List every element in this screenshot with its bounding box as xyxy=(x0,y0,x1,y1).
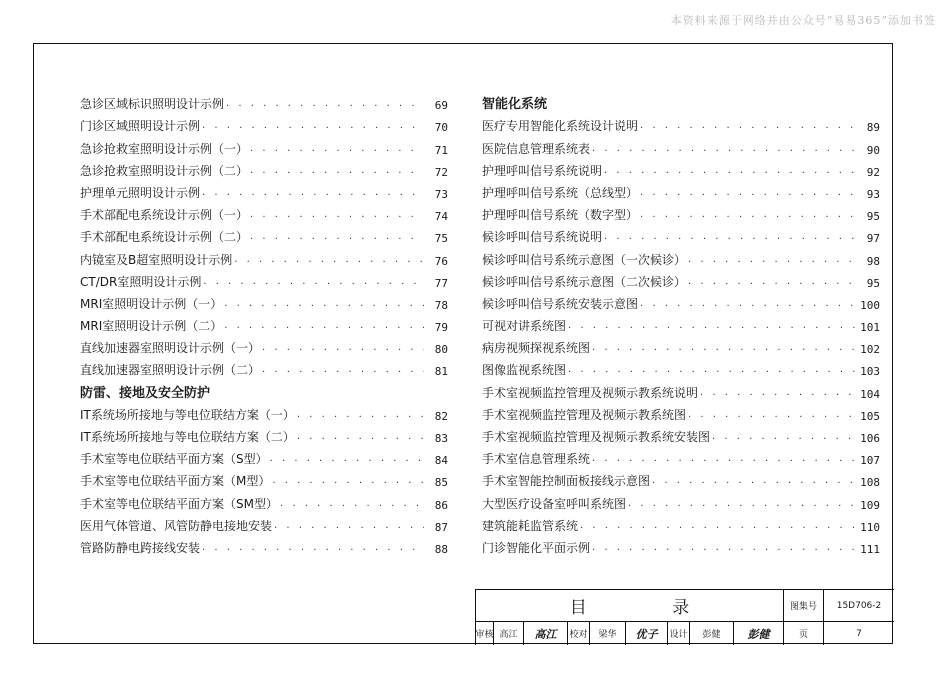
toc-leader-dots xyxy=(628,501,856,512)
toc-entry[interactable] xyxy=(80,157,448,179)
toc-entry-title: 手术室视频监控管理及视频示教系统说明 xyxy=(482,385,699,400)
toc-entry-page: 85 xyxy=(434,476,448,490)
toc-entry-page: 111 xyxy=(860,542,880,556)
toc-entry-page: 89 xyxy=(866,121,880,135)
toc-leader-dots xyxy=(688,257,856,268)
toc-entry-page: 98 xyxy=(866,254,880,268)
toc-entry-title: IT系统场所接地与等电位联结方案（二） xyxy=(80,430,295,444)
toc-entry-title: MRI室照明设计示例（一） xyxy=(80,296,223,311)
toc-leader-dots xyxy=(297,434,424,445)
toc-entry-page: 78 xyxy=(434,298,448,312)
toc-leader-dots xyxy=(688,279,856,290)
toc-entry-title: 门诊区域照明设计示例 xyxy=(80,119,201,134)
toc-entry-page: 86 xyxy=(434,498,448,512)
toc-entry-title: 手术部配电系统设计示例（一） xyxy=(80,208,249,223)
design-label: 设计 xyxy=(668,622,690,645)
toc-entry-title: CT/DR室照明设计示例 xyxy=(80,274,202,289)
toc-entry[interactable] xyxy=(482,179,880,201)
toc-entry-title: 管路防静电跨接线安装 xyxy=(80,540,201,555)
toc-leader-dots xyxy=(224,323,424,334)
toc-entry-title: 门诊智能化平面示例 xyxy=(482,540,591,555)
page-label: 页 xyxy=(784,622,824,645)
toc-leader-dots xyxy=(712,434,856,445)
toc-entry[interactable] xyxy=(482,312,880,334)
toc-entry[interactable] xyxy=(80,245,448,267)
toc-leader-dots xyxy=(274,523,424,534)
toc-entry[interactable] xyxy=(80,401,448,423)
toc-entry-title: 护理呼叫信号系统（数字型） xyxy=(482,208,639,223)
toc-entry[interactable] xyxy=(80,356,448,378)
toc-leader-dots xyxy=(280,501,424,512)
review-label: 审核 xyxy=(476,622,494,645)
toc-leader-dots xyxy=(202,190,424,201)
toc-leader-dots xyxy=(250,168,424,179)
toc-entry-title: 候诊呼叫信号系统示意图（一次候诊） xyxy=(482,252,687,267)
toc-leader-dots xyxy=(640,212,856,223)
toc-entry-page: 110 xyxy=(860,520,880,534)
toc-entry-page: 73 xyxy=(434,187,448,201)
toc-leader-dots xyxy=(226,101,424,112)
toc-entry-title: 病房视频探视系统图 xyxy=(482,341,591,356)
toc-entry-title: 手术室信息管理系统 xyxy=(482,452,591,467)
toc-entry-page: 100 xyxy=(860,298,880,312)
toc-entry-title: 候诊呼叫信号系统安装示意图 xyxy=(482,296,639,311)
toc-entry-title: 急诊抢救室照明设计示例（二） xyxy=(80,163,249,178)
toc-entry-title: 建筑能耗监管系统 xyxy=(482,518,579,533)
toc-entry-page: 83 xyxy=(434,432,448,445)
toc-leader-dots xyxy=(250,146,424,157)
toc-entry[interactable] xyxy=(482,401,880,423)
toc-entry[interactable] xyxy=(80,445,448,467)
toc-leader-dots xyxy=(234,257,424,268)
toc-leader-dots xyxy=(262,345,424,356)
toc-leader-dots xyxy=(262,367,424,378)
toc-entry-title: 直线加速器室照明设计示例（一） xyxy=(80,341,261,356)
checker-signature: 优子 xyxy=(626,622,668,645)
toc-entry-page: 109 xyxy=(860,498,880,512)
toc-entry-title: 急诊区域标识照明设计示例 xyxy=(80,97,225,112)
toc-entry-title: 急诊抢救室照明设计示例（一） xyxy=(80,141,249,156)
toc-entry-title: 手术室视频监控管理及视频示教系统安装图 xyxy=(482,430,711,444)
toc-leader-dots xyxy=(592,345,856,356)
toc-entry[interactable] xyxy=(80,312,448,334)
toc-entry[interactable] xyxy=(80,534,448,556)
toc-entry-page: 75 xyxy=(434,232,448,246)
toc-entry-page: 70 xyxy=(434,121,448,135)
toc-entry-title: 手术室等电位联结平面方案（S型） xyxy=(80,452,268,467)
toc-entry-page: 90 xyxy=(866,143,880,157)
toc-entry-title: 候诊呼叫信号系统说明 xyxy=(482,230,603,245)
toc-entry-title: 手术部配电系统设计示例（二） xyxy=(80,230,249,245)
toc-leader-dots xyxy=(202,123,424,134)
toc-leader-dots xyxy=(592,545,856,556)
toc-entry-page: 105 xyxy=(860,409,880,423)
toc-leader-dots xyxy=(272,478,424,489)
toc-entry[interactable] xyxy=(80,423,448,445)
toc-entry[interactable] xyxy=(482,467,880,489)
toc-leader-dots xyxy=(652,478,856,489)
toc-entry-page: 92 xyxy=(866,165,880,179)
toc-leader-dots xyxy=(202,545,424,556)
toc-entry-title: 医院信息管理系统表 xyxy=(482,141,591,156)
designer-name: 彭健 xyxy=(690,622,734,645)
toc-leader-dots xyxy=(592,456,856,467)
toc-entry-page: 77 xyxy=(434,276,448,290)
toc-leader-dots xyxy=(640,123,856,134)
toc-entry-page: 81 xyxy=(434,365,448,379)
toc-section-heading: 防雷、接地及安全防护 xyxy=(80,385,211,401)
toc-entry[interactable] xyxy=(80,467,448,489)
toc-leader-dots xyxy=(592,146,856,157)
toc-leader-dots xyxy=(640,301,856,312)
toc-entry[interactable] xyxy=(80,512,448,534)
toc-entry-page: 107 xyxy=(860,454,880,468)
toc-entry-page: 88 xyxy=(434,542,448,556)
toc-entry[interactable] xyxy=(482,157,880,179)
toc-entry-page: 80 xyxy=(434,343,448,357)
toc-entry[interactable] xyxy=(482,489,880,511)
toc-leader-dots xyxy=(568,323,856,334)
checker-name: 梁华 xyxy=(590,622,626,645)
toc-entry-title: 大型医疗设备室呼叫系统图 xyxy=(482,496,627,511)
toc-entry[interactable] xyxy=(482,378,880,400)
toc-entry-page: 76 xyxy=(434,254,448,268)
toc-entry-page: 101 xyxy=(860,321,880,335)
page-number: 7 xyxy=(856,628,862,639)
toc-entry[interactable] xyxy=(80,223,448,245)
toc-entry[interactable] xyxy=(80,268,448,290)
toc-leader-dots xyxy=(270,456,424,467)
toc-entry-page: 69 xyxy=(434,99,448,113)
toc-entry[interactable] xyxy=(482,134,880,156)
toc-entry-title: 直线加速器室照明设计示例（二） xyxy=(80,363,261,378)
toc-entry-title: 可视对讲系统图 xyxy=(482,319,567,334)
toc-entry-page: 97 xyxy=(866,232,880,246)
toc-entry[interactable] xyxy=(80,179,448,201)
title-block-signatures xyxy=(476,622,894,645)
drawing-frame xyxy=(33,43,893,644)
toc-entry[interactable] xyxy=(482,223,880,245)
toc-leader-dots xyxy=(688,412,856,423)
toc-entry[interactable] xyxy=(482,445,880,467)
toc-entry-page: 95 xyxy=(866,276,880,290)
toc-leader-dots xyxy=(297,412,424,423)
toc-entry-title: 护理单元照明设计示例 xyxy=(80,185,201,200)
designer-signature: 彭健 xyxy=(734,622,784,645)
toc-entry-page: 106 xyxy=(860,432,880,445)
toc-entry[interactable] xyxy=(482,512,880,534)
toc-leader-dots xyxy=(604,234,856,245)
toc-leader-dots xyxy=(568,367,856,378)
toc-entry-page: 87 xyxy=(434,520,448,534)
toc-entry[interactable] xyxy=(482,245,880,267)
toc-leader-dots xyxy=(700,390,856,401)
toc-entry[interactable] xyxy=(482,356,880,378)
toc-entry-page: 103 xyxy=(860,365,880,379)
toc-entry-page: 72 xyxy=(434,165,448,179)
toc-entry-title: 手术室等电位联结平面方案（SM型） xyxy=(80,496,278,511)
reviewer-name: 高江 xyxy=(494,622,524,645)
toc-entry-page: 108 xyxy=(860,476,880,490)
atlas-number: 15D706-2 xyxy=(824,590,894,622)
toc-entry-page: 95 xyxy=(866,210,880,224)
toc-entry-title: 手术室智能控制面板接线示意图 xyxy=(482,474,651,489)
toc-entry[interactable] xyxy=(482,534,880,556)
toc-entry-page: 74 xyxy=(434,210,448,224)
toc-entry[interactable] xyxy=(80,334,448,356)
toc-entry[interactable] xyxy=(80,90,448,112)
toc-entry-page: 71 xyxy=(434,143,448,157)
toc-entry-title: 手术室等电位联结平面方案（M型） xyxy=(80,474,271,489)
toc-right-column xyxy=(482,90,880,556)
toc-leader-dots xyxy=(250,212,424,223)
toc-entry-title: 候诊呼叫信号系统示意图（二次候诊） xyxy=(482,274,687,289)
toc-entry-page: 93 xyxy=(866,187,880,201)
toc-entry[interactable] xyxy=(482,268,880,290)
toc-entry[interactable] xyxy=(482,112,880,134)
toc-entry[interactable] xyxy=(80,489,448,511)
toc-leader-dots xyxy=(580,523,856,534)
toc-entry-title: 手术室视频监控管理及视频示教系统图 xyxy=(482,407,687,422)
reviewer-signature: 高江 xyxy=(524,622,568,645)
watermark-text: 本资料来源于网络并由公众号“易易365”添加书签 xyxy=(670,14,936,27)
toc-leader-dots xyxy=(224,301,424,312)
toc-leader-dots xyxy=(640,190,856,201)
toc-entry-title: 护理呼叫信号系统（总线型） xyxy=(482,185,639,200)
toc-entry[interactable] xyxy=(482,290,880,312)
toc-left-column xyxy=(80,90,448,556)
toc-entry-title: MRI室照明设计示例（二） xyxy=(80,319,223,334)
toc-leader-dots xyxy=(604,168,856,179)
toc-entry-title: 医用气体管道、风管防静电接地安装 xyxy=(80,518,273,533)
toc-entry-title: 医疗专用智能化系统设计说明 xyxy=(482,119,639,134)
toc-entry[interactable] xyxy=(80,290,448,312)
title-block-title: 目 录 xyxy=(476,590,784,622)
toc-leader-dots xyxy=(203,279,424,290)
toc-entry[interactable] xyxy=(482,201,880,223)
atlas-number-label: 图集号 xyxy=(784,590,824,622)
title-block xyxy=(475,589,894,645)
toc-entry-title: 护理呼叫信号系统说明 xyxy=(482,163,603,178)
toc-entry[interactable] xyxy=(80,112,448,134)
toc-entry-title: IT系统场所接地与等电位联结方案（一） xyxy=(80,407,295,422)
toc-entry[interactable] xyxy=(482,423,880,445)
toc-entry-page: 84 xyxy=(434,454,448,468)
toc-entry-page: 82 xyxy=(434,409,448,423)
toc-entry-title: 图像监视系统图 xyxy=(482,363,567,378)
toc-entry[interactable] xyxy=(80,134,448,156)
toc-leader-dots xyxy=(250,234,424,245)
toc-entry[interactable] xyxy=(482,334,880,356)
check-label: 校对 xyxy=(568,622,590,645)
toc-entry-page: 102 xyxy=(860,343,880,357)
toc-entry[interactable] xyxy=(80,201,448,223)
toc-entry-page: 104 xyxy=(860,387,880,401)
toc-entry-page: 79 xyxy=(434,321,448,335)
toc-entry-title: 内镜室及B超室照明设计示例 xyxy=(80,252,233,267)
toc-section-heading: 智能化系统 xyxy=(482,97,548,113)
